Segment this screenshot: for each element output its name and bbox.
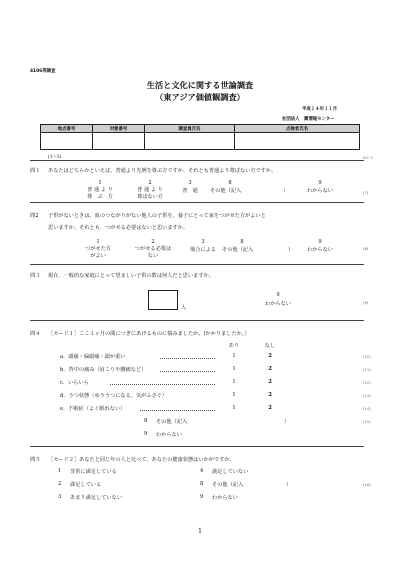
q5-text: ［カード２］あなたと同じ年の人と比べて、あなたの健康状態はいかがですか。 <box>48 457 235 463</box>
q1-option-3[interactable]: 普 通 <box>182 188 198 194</box>
q4-col-no: なし <box>264 343 276 349</box>
q1-option-8[interactable]: その他（記入 <box>210 188 242 194</box>
q1-num-9: 9 <box>318 180 322 186</box>
q4-item-a-no[interactable]: 2 <box>268 353 272 359</box>
q1-option-1[interactable]: 普 通 よ り 尊 ぶ 方 <box>87 187 113 200</box>
q3-number-box[interactable] <box>148 290 178 310</box>
q1-label: 問１ <box>30 168 41 174</box>
title-sub: （東アジア価値観調査） <box>155 92 245 102</box>
q4-other-code: (15) <box>363 419 371 424</box>
q5-num-3: 3 <box>58 494 62 500</box>
q1-text: あなたはどちらかといえば、普通より先例を尊ぶ方ですか、それとも普通より尊ばない方ですか。 <box>48 168 277 174</box>
q2-option-9[interactable]: わからない <box>307 247 333 253</box>
q5-num-1: 1 <box>58 468 62 474</box>
q4-item-a: a．頭痛・偏頭痛・頭が重い <box>60 354 126 360</box>
q5-label: 問５ <box>30 457 41 463</box>
q4-item-e-code: (14) <box>363 406 371 411</box>
q4-item-d: d．うつ状態（ゆううつになる、気がふさぐ） <box>60 393 168 399</box>
q2-text-line1: 子供がないときは、血のつながりがない他人の子供を、養子にとって家をつがせた方がよいと <box>48 213 266 219</box>
header-interviewer: 調査員氏名 <box>145 125 235 133</box>
header-subject: 対象番号 <box>93 125 145 133</box>
q4-other-option[interactable]: その他（記入 <box>156 419 188 425</box>
q4-other-num: 8 <box>144 418 148 424</box>
q4-item-e-yes[interactable]: 1 <box>232 405 236 411</box>
document-id: 4106等調査 <box>30 69 56 74</box>
q4-item-d-code: (13) <box>363 393 371 398</box>
q4-item-b-no[interactable]: 2 <box>268 366 272 372</box>
q4-item-e: e．不眠症（よく眠れない） <box>60 406 126 412</box>
location-field[interactable] <box>41 133 93 150</box>
q2-label: 問2 <box>30 213 39 219</box>
header-location: 地点番号 <box>41 125 93 133</box>
q2-text-line2: 思いますか、それとも、つがせる必要はないと思いますか。 <box>48 225 189 231</box>
q5-option-9[interactable]: わからない <box>212 495 238 501</box>
q4-item-c-no[interactable]: 2 <box>268 379 272 385</box>
q1-option-9[interactable]: わからない <box>307 188 333 194</box>
q1-num-3: 3 <box>188 180 192 186</box>
checker-field[interactable] <box>235 133 360 150</box>
q4-item-c-code: (12) <box>363 380 371 385</box>
q4-item-b: b．背中の痛み（肩こりや腰痛など） <box>60 367 147 373</box>
code-top: 02−1 <box>363 155 374 160</box>
q4-item-a-yes[interactable]: 1 <box>232 353 236 359</box>
interviewer-field[interactable] <box>145 133 235 150</box>
q4-item-b-leader <box>160 371 215 372</box>
q4-item-c-leader <box>110 384 215 385</box>
divider <box>30 202 364 203</box>
q4-col-yes: あり <box>228 343 240 349</box>
q5-num-2: 2 <box>58 481 62 487</box>
q3-num-9: 9 <box>276 292 280 298</box>
divider <box>30 160 364 161</box>
q1-num-2: 2 <box>148 180 152 186</box>
q4-item-d-no[interactable]: 2 <box>268 392 272 398</box>
q4-item-d-yes[interactable]: 1 <box>232 392 236 398</box>
id-table <box>40 124 360 150</box>
q2-option-1[interactable]: つがせた方 がよい <box>85 246 111 259</box>
q4-item-c: c．いらいら <box>60 380 89 386</box>
divider <box>30 264 364 265</box>
q1-option-2[interactable]: 普 通 よ り 尊ばない方 <box>137 187 163 200</box>
q2-option-2[interactable]: つがせる必要は ない <box>134 246 172 259</box>
q2-num-9: 9 <box>318 239 322 245</box>
q5-num-9: 9 <box>200 494 204 500</box>
q5-num-8: 8 <box>200 481 204 487</box>
q4-dk-num: 9 <box>144 431 148 437</box>
q2-option-3[interactable]: 場合による <box>190 247 216 253</box>
q1-num-1: 1 <box>98 180 102 186</box>
q3-label: 問３ <box>30 273 41 279</box>
id-range: (1〜5) <box>48 155 62 160</box>
q2-num-2: 2 <box>151 239 155 245</box>
q4-dk-option[interactable]: わからない <box>156 432 182 438</box>
q4-item-a-leader <box>160 358 215 359</box>
q5-num-4: 4 <box>200 468 204 474</box>
divider <box>30 320 364 321</box>
q4-item-b-code: (11) <box>363 367 371 372</box>
q5-option-8[interactable]: その他（記入 <box>212 482 244 488</box>
q5-option-2[interactable]: 満足している <box>70 482 102 488</box>
q3-text: 現在、一般的な家庭にとって望ましい子供の数は何人だと思いますか。 <box>48 273 214 279</box>
q4-item-a-code: (10) <box>363 354 371 359</box>
q2-option-8[interactable]: その他（記入 <box>222 247 254 253</box>
q5-code: (16) <box>363 482 371 487</box>
q4-label: 問４ <box>30 331 41 337</box>
q4-item-e-no[interactable]: 2 <box>268 405 272 411</box>
q3-unit: 人 <box>181 305 187 311</box>
q4-item-c-yes[interactable]: 1 <box>232 379 236 385</box>
divider <box>30 446 364 447</box>
q5-option-1[interactable]: 非常に満足している <box>70 469 117 475</box>
q4-item-e-leader <box>140 410 215 411</box>
subject-field[interactable] <box>93 133 145 150</box>
q4-text: ［カード１］ここ１ヶ月の間につぎにあげるものに悩みましたか。(かかりましたか。） <box>48 331 250 337</box>
q5-option-3[interactable]: あまり満足していない <box>70 495 122 501</box>
q5-option-4[interactable]: 満足していない <box>212 469 249 475</box>
q2-option-8-close: ） <box>288 247 294 253</box>
survey-date: 平成１４年１１月 <box>302 107 338 112</box>
q2-code: (8) <box>363 246 369 251</box>
page-number: 1 <box>198 528 202 535</box>
q4-item-b-yes[interactable]: 1 <box>232 366 236 372</box>
q2-num-1: 1 <box>96 239 100 245</box>
header-checker: 点検者氏名 <box>235 125 360 133</box>
q3-code: (9) <box>363 300 369 305</box>
q4-other-close: ） <box>284 419 290 425</box>
organization: 社団法人 輿情報センター <box>282 117 335 122</box>
q3-option-9[interactable]: わからない <box>265 301 291 307</box>
title-main: 生活と文化に関する世論調査 <box>146 80 254 90</box>
q1-code: (7) <box>363 190 369 195</box>
q2-num-8: 8 <box>240 239 244 245</box>
q2-num-3: 3 <box>201 239 205 245</box>
q1-num-8: 8 <box>228 180 232 186</box>
q1-option-8-close: ） <box>283 188 289 194</box>
q5-option-8-close: ） <box>286 482 292 488</box>
